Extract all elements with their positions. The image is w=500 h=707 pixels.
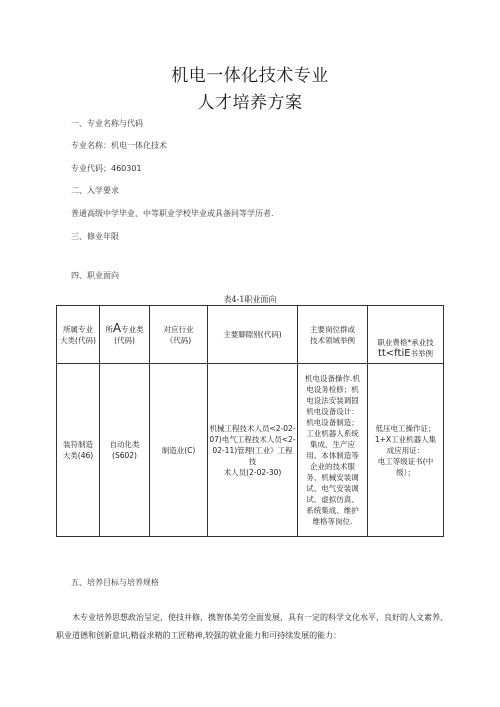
entry-requirement-line: 普通高级中学毕业、中等职业学校毕业或具备同等学历者. [71, 209, 274, 218]
section-heading-4: 四、职业面向 [71, 271, 119, 280]
cell-text: 机电设备设计： [306, 407, 359, 416]
cell-text: 成应用证： [386, 445, 425, 455]
header-text: 大类(代码) [60, 335, 96, 345]
cell-text: 02-11)管理(工业》工程技 [212, 445, 293, 466]
career-orientation-table [56, 305, 444, 537]
cell-text: 电设法安装调固 [306, 396, 359, 405]
header-cell-positions [298, 306, 368, 364]
cell-category [57, 364, 100, 537]
cell-occupation [208, 364, 298, 537]
training-goal-paragraph: 木专业培养思想政治呈定，使技并修，携智体美劳全面发展，具有一定的科学文化水平，良好的人文素养、职业道德和创新意识,精益求精的工匠精神,较强的就业能力和可持续发展的能力： [56, 613, 448, 640]
cell-positions [298, 364, 368, 537]
cell-certificates [368, 364, 444, 537]
cell-text: 低压电工操作证； [375, 423, 436, 433]
cell-text: 用、本体制造等 [306, 451, 359, 460]
cell-text: 装符制造 [63, 440, 93, 449]
section-heading-2: 二、入学要求 [71, 186, 119, 195]
cell-text: 电设务检修；机 [306, 385, 359, 394]
cell-major-class [100, 364, 150, 537]
cell-text: 机械工程技术人员<2-02- [209, 423, 296, 433]
cell-text: 试、电气安装调 [306, 484, 359, 493]
header-text: 《代码) [165, 335, 192, 345]
document-title-line1: 机电一体化技术专业 [171, 66, 329, 86]
cell-text: 集成、生产应 [310, 440, 355, 449]
header-cell-category [57, 306, 100, 364]
header-text: 对应行业 [163, 324, 194, 334]
section-heading-1: 一、专业名称与代码 [71, 119, 143, 128]
header-text: 职业费格*承业技 [377, 338, 434, 347]
cell-text: 大类(46) [62, 451, 94, 460]
cell-text: 07)电气工程技术人员<2- [209, 434, 296, 444]
cell-text: 系统集成、维护 [306, 506, 359, 515]
cell-text: 术人员(2-02-30) [223, 467, 282, 477]
header-text: A [112, 321, 122, 335]
cell-industry: 制造业(C) [150, 364, 208, 537]
section-heading-3: 三、修业年限 [71, 232, 119, 241]
cell-text: 工业机器人系统 [306, 429, 359, 438]
header-text: 技术领域举例 [310, 335, 355, 345]
header-text: (代码) [114, 336, 135, 345]
header-cell-occupation: 主要脚隙别(代码) [208, 306, 298, 364]
header-text: 书举例 [410, 349, 434, 358]
cell-text: (S602) [112, 451, 137, 460]
table-row [57, 364, 444, 537]
cell-text: 务、机械安装调 [306, 473, 359, 482]
header-text: 主要岗位群或 [310, 324, 355, 334]
header-cell-major-class [100, 306, 150, 364]
section-heading-5: 五、培养目标与培养规格 [71, 578, 159, 587]
cell-text: 企业的技术服 [310, 462, 355, 471]
header-text: 所属专业 [63, 324, 93, 334]
cell-text: 机电设备操作.机 [305, 374, 360, 383]
cell-text: 1+X工业机器人集 [374, 434, 437, 444]
cell-text: 自动化类 [109, 440, 140, 449]
header-text: tt<ftiE [377, 348, 411, 359]
cell-text: 试、虚拟仿真、 [306, 495, 359, 504]
header-text: 所 [105, 325, 113, 334]
major-name-line: 专业名称：机电一体化技术 [71, 141, 167, 150]
cell-text: 电工等级证书(中 [377, 456, 434, 466]
header-cell-industry [150, 306, 208, 364]
cell-text: 级）； [396, 467, 415, 477]
cell-text: 维格等岗位. [312, 517, 353, 526]
major-code-line: 专业代码；460301 [71, 164, 142, 173]
table-header-row [57, 306, 444, 364]
header-text: 专业类 [121, 325, 144, 334]
document-title-line2: 人才培养方案 [197, 93, 303, 113]
table-caption: 表4-1职业面向 [223, 295, 277, 304]
header-cell-certificates [368, 306, 444, 364]
cell-text: 机电设备制造； [306, 418, 359, 427]
